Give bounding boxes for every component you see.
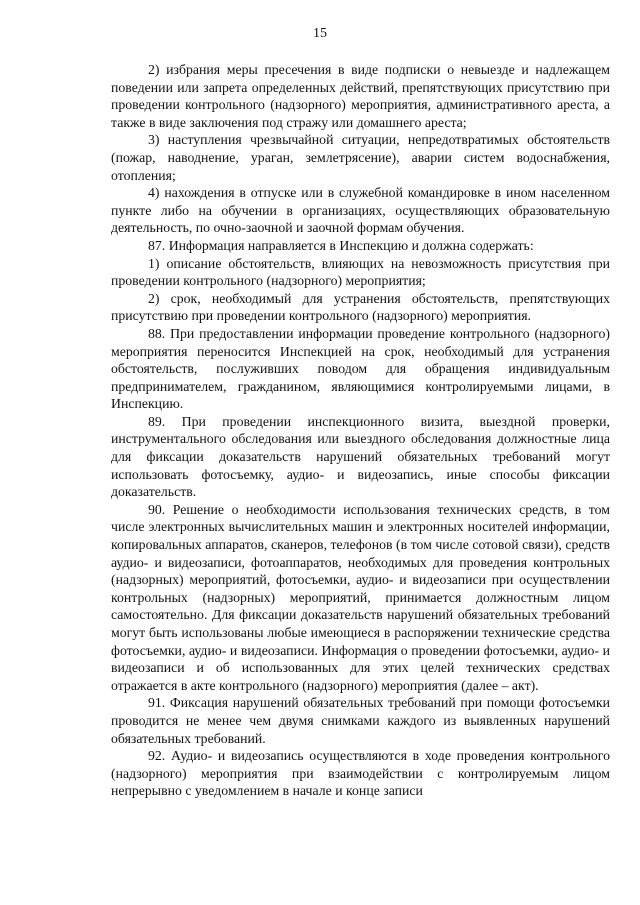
paragraph-item-4: 4) нахождения в отпуске или в служебной командировке в ином населенном пункте либо на обучении в организациях, осуществляющих образовательную деятельность, по очно-заочной и заочной формам обучения. xyxy=(111,185,610,236)
paragraph-88: 88. При предоставлении информации проведение контрольного (надзорного) мероприятия переносится Инспекцией на срок, необходимый для устранения обстоятельств, послуживших поводом для обращения индивидуальным предпринимателем, гражданином, являющимися контролируемыми лицами, в Инспекцию. xyxy=(111,325,610,412)
page-number: 15 xyxy=(313,26,327,41)
paragraph-91: 91. Фиксация нарушений обязательных требований при помощи фотосъемки проводится не менее чем двумя снимками каждого из выявленных нарушений обязательных требований. xyxy=(111,695,610,746)
paragraph-90: 90. Решение о необходимости использования технических средств, в том числе электронных вычислительных машин и электронных носителей информации, копировальных аппаратов, сканеров, телефонов (в том числе сотовой связи), средств аудио- и видеозаписи, фотоаппаратов, необходимых для проведения контрольных (надзорных) мероприятий, фотосъемки, аудио- и видеозаписи при осуществлении контрольных (надзорных) мероприятий, принимается должностным лицом самостоятельно. Для фиксации доказательств нарушений обязательных требований могут быть использованы любые имеющиеся в распоряжении технические средства фотосъемки, аудио- и видеозаписи. Информация о проведении фотосъемки, аудио- и видеозаписи и об использованных для этих целей технических средствах отражается в акте контрольного (надзорного) мероприятия (далее – акт). xyxy=(111,501,610,693)
paragraph-87-item-2: 2) срок, необходимый для устранения обстоятельств, препятствующих присутствию при проведении контрольного (надзорного) мероприятия. xyxy=(111,290,610,324)
paragraph-87: 87. Информация направляется в Инспекцию и должна содержать: xyxy=(148,237,534,253)
paragraph-item-2: 2) избрания меры пресечения в виде подписки о невыезде и надлежащем поведении или запрета определенных действий, препятствующих присутствию при проведении контрольного (надзорного) мероприятия, административного ареста, а также в виде заключения под стражу или домашнего ареста; xyxy=(111,62,610,130)
paragraph-87-item-1: 1) описание обстоятельств, влияющих на невозможность присутствия при проведении контрольного (надзорного) мероприятия; xyxy=(111,255,610,289)
paragraph-item-3: 3) наступления чрезвычайной ситуации, непредотвратимых обстоятельств (пожар, наводнение, ураган, землетрясение), аварии систем водоснабжения, отопления; xyxy=(111,132,610,183)
paragraph-92: 92. Аудио- и видеозапись осуществляются в ходе проведения контрольного (надзорного) мероприятия при взаимодействии с контролируемым лицом непрерывно с уведомлением в начале и конце записи xyxy=(111,748,610,799)
document-body xyxy=(111,61,610,800)
paragraph-89: 89. При проведении инспекционного визита, выездной проверки, инструментального обследования или выездного обследования должностные лица для фиксации доказательств нарушений обязательных требований могут использовать фотосъемку, аудио- и видеозапись, иные способы фиксации доказательств. xyxy=(111,413,610,500)
